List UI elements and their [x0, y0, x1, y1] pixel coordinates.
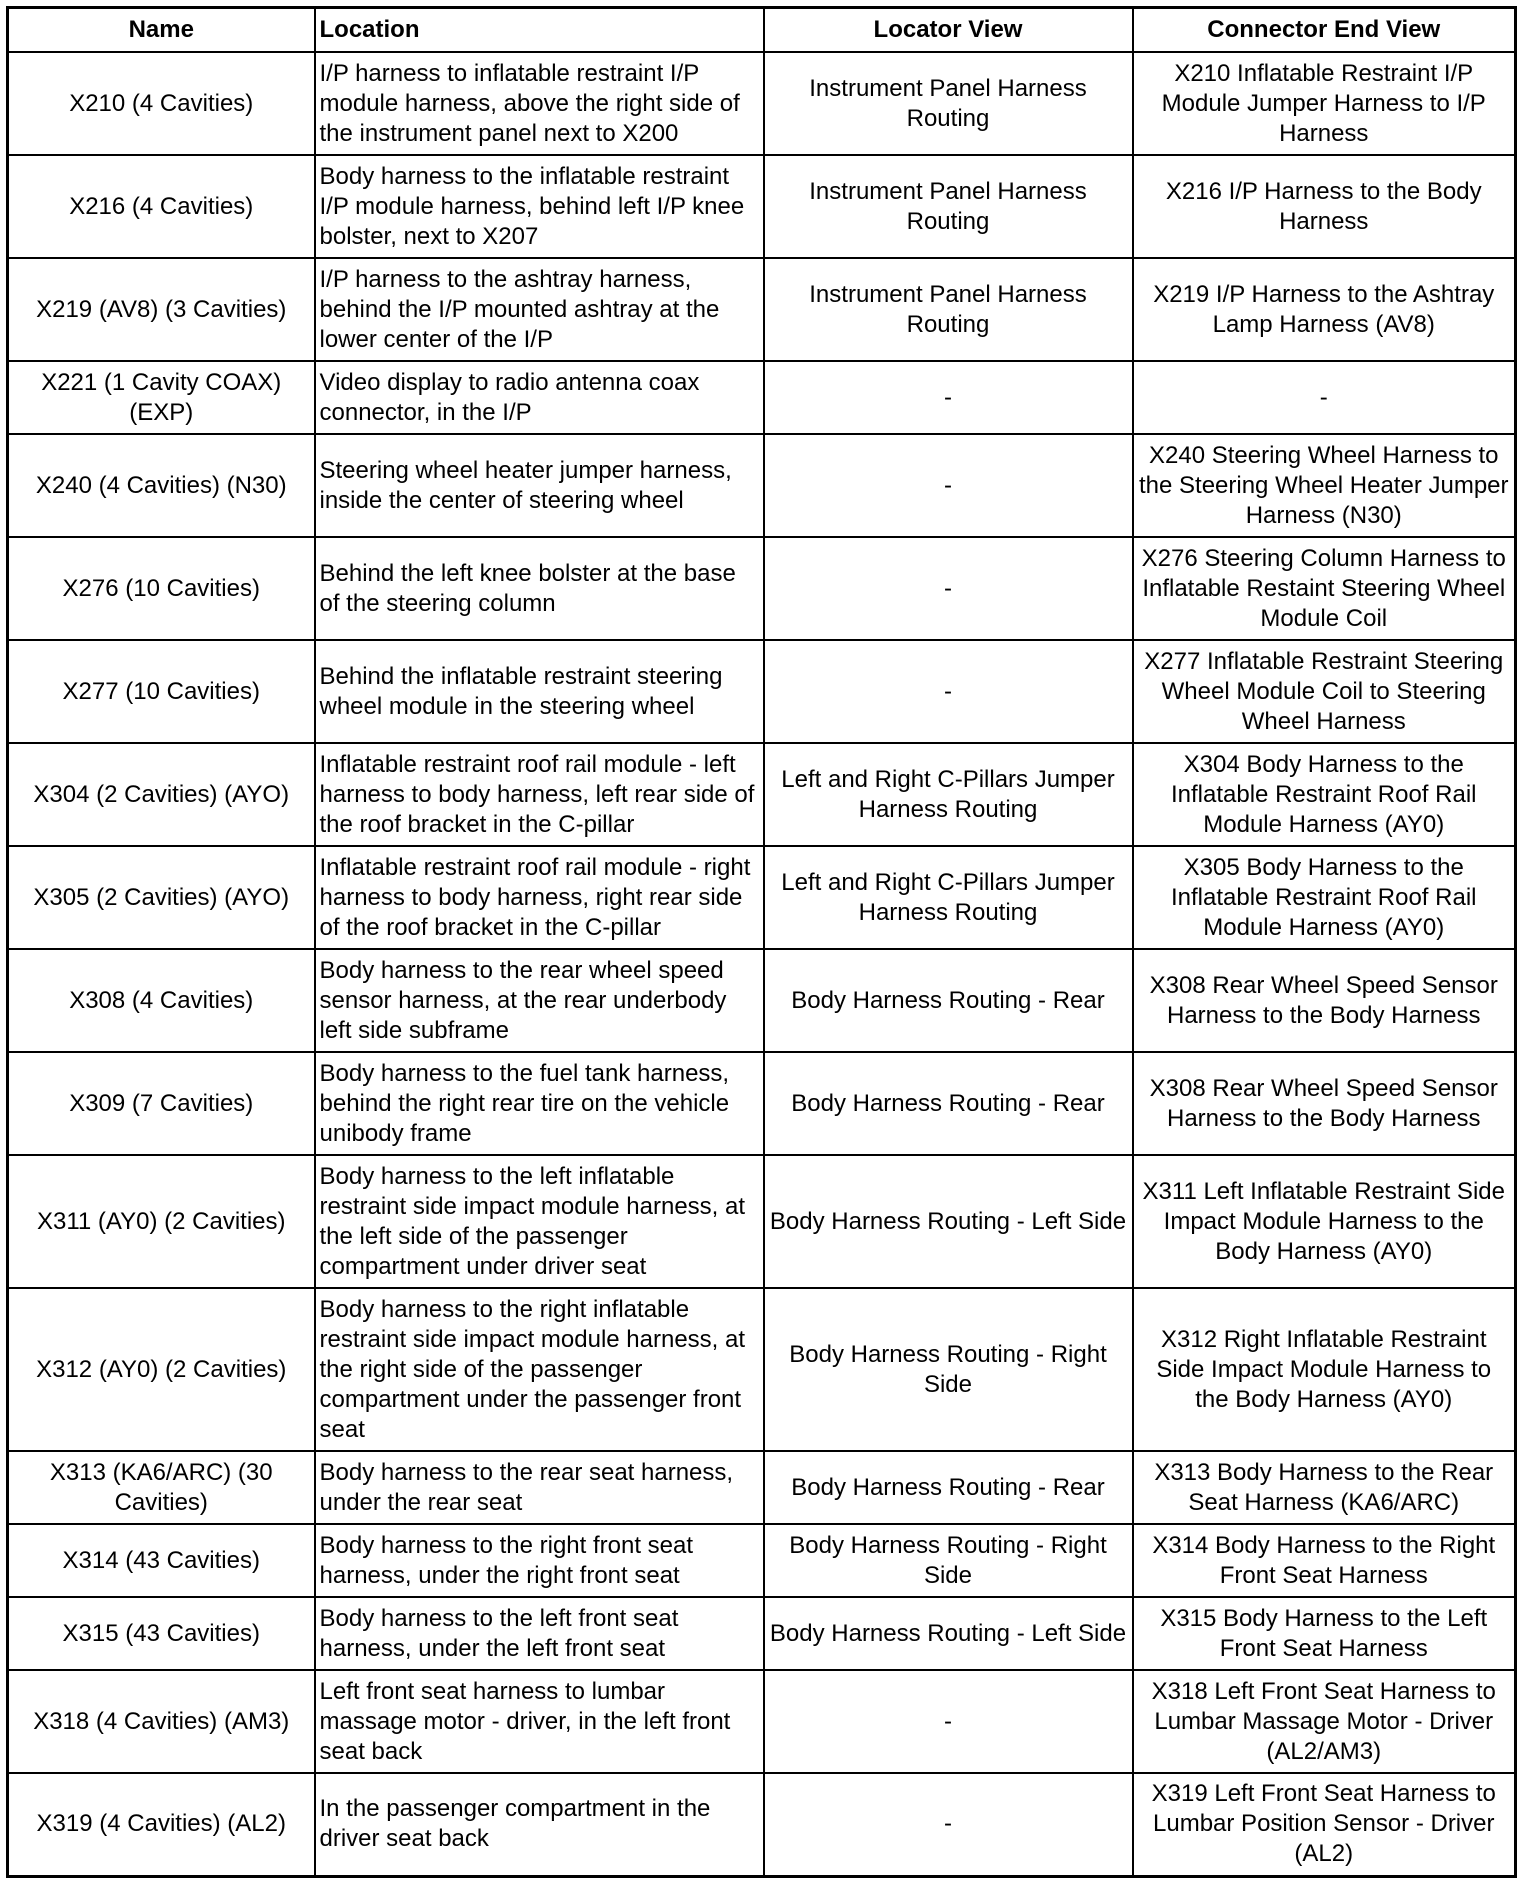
cell-location: Body harness to the right inflatable restraint side impact module harness, at the right side of the passenger compartment under the passenger front seat: [315, 1288, 764, 1451]
cell-name: X216 (4 Cavities): [8, 155, 315, 258]
cell-name: X314 (43 Cavities): [8, 1524, 315, 1597]
table-row: [8, 1597, 1516, 1670]
cell-name: X219 (AV8) (3 Cavities): [8, 258, 315, 361]
cell-name: X304 (2 Cavities) (AYO): [8, 743, 315, 846]
table-row: [8, 1670, 1516, 1773]
cell-locator-view: Body Harness Routing - Rear: [764, 949, 1133, 1052]
cell-name: X210 (4 Cavities): [8, 52, 315, 155]
cell-location: Body harness to the left inflatable restraint side impact module harness, at the left side of the passenger compartment under driver seat: [315, 1155, 764, 1288]
cell-location: Body harness to the left front seat harness, under the left front seat: [315, 1597, 764, 1670]
cell-locator-view: -: [764, 640, 1133, 743]
cell-connector-end-view: X315 Body Harness to the Left Front Seat Harness: [1133, 1597, 1516, 1670]
cell-location: Behind the left knee bolster at the base of the steering column: [315, 537, 764, 640]
cell-locator-view: -: [764, 361, 1133, 434]
cell-location: In the passenger compartment in the driver seat back: [315, 1773, 764, 1876]
cell-connector-end-view: X305 Body Harness to the Inflatable Restraint Roof Rail Module Harness (AY0): [1133, 846, 1516, 949]
connector-table: [6, 6, 1517, 1878]
cell-locator-view: -: [764, 537, 1133, 640]
cell-locator-view: Body Harness Routing - Left Side: [764, 1597, 1133, 1670]
cell-name: X309 (7 Cavities): [8, 1052, 315, 1155]
cell-location: Body harness to the fuel tank harness, behind the right rear tire on the vehicle unibody frame: [315, 1052, 764, 1155]
table-row: [8, 1052, 1516, 1155]
cell-locator-view: Body Harness Routing - Left Side: [764, 1155, 1133, 1288]
cell-location: Video display to radio antenna coax connector, in the I/P: [315, 361, 764, 434]
cell-connector-end-view: X240 Steering Wheel Harness to the Steering Wheel Heater Jumper Harness (N30): [1133, 434, 1516, 537]
table-row: [8, 258, 1516, 361]
table-row: [8, 155, 1516, 258]
cell-location: Body harness to the inflatable restraint I/P module harness, behind left I/P knee bolster, next to X207: [315, 155, 764, 258]
header-connector-end-view: Connector End View: [1133, 8, 1516, 53]
cell-name: X313 (KA6/ARC) (30 Cavities): [8, 1451, 315, 1524]
cell-location: Inflatable restraint roof rail module - left harness to body harness, left rear side of the roof bracket in the C-pillar: [315, 743, 764, 846]
cell-connector-end-view: X219 I/P Harness to the Ashtray Lamp Harness (AV8): [1133, 258, 1516, 361]
table-row: [8, 640, 1516, 743]
table-row: [8, 743, 1516, 846]
cell-locator-view: Left and Right C-Pillars Jumper Harness Routing: [764, 846, 1133, 949]
cell-name: X276 (10 Cavities): [8, 537, 315, 640]
header-name: Name: [8, 8, 315, 53]
cell-location: Body harness to the rear seat harness, under the rear seat: [315, 1451, 764, 1524]
cell-locator-view: Body Harness Routing - Rear: [764, 1052, 1133, 1155]
cell-locator-view: -: [764, 1670, 1133, 1773]
cell-locator-view: Body Harness Routing - Right Side: [764, 1524, 1133, 1597]
cell-name: X318 (4 Cavities) (AM3): [8, 1670, 315, 1773]
cell-name: X308 (4 Cavities): [8, 949, 315, 1052]
cell-locator-view: -: [764, 434, 1133, 537]
cell-connector-end-view: X304 Body Harness to the Inflatable Restraint Roof Rail Module Harness (AY0): [1133, 743, 1516, 846]
cell-connector-end-view: X312 Right Inflatable Restraint Side Impact Module Harness to the Body Harness (AY0): [1133, 1288, 1516, 1451]
cell-locator-view: Instrument Panel Harness Routing: [764, 155, 1133, 258]
table-row: [8, 361, 1516, 434]
cell-name: X311 (AY0) (2 Cavities): [8, 1155, 315, 1288]
cell-connector-end-view: X314 Body Harness to the Right Front Seat Harness: [1133, 1524, 1516, 1597]
cell-location: I/P harness to the ashtray harness, behind the I/P mounted ashtray at the lower center of the I/P: [315, 258, 764, 361]
cell-locator-view: Instrument Panel Harness Routing: [764, 258, 1133, 361]
table-row: [8, 1451, 1516, 1524]
table-row: [8, 537, 1516, 640]
cell-locator-view: Left and Right C-Pillars Jumper Harness Routing: [764, 743, 1133, 846]
cell-connector-end-view: -: [1133, 361, 1516, 434]
cell-name: X305 (2 Cavities) (AYO): [8, 846, 315, 949]
table-row: [8, 1524, 1516, 1597]
table-row: [8, 1155, 1516, 1288]
table-row: [8, 1288, 1516, 1451]
cell-location: Inflatable restraint roof rail module - right harness to body harness, right rear side of the roof bracket in the C-pillar: [315, 846, 764, 949]
table-row: [8, 434, 1516, 537]
table-row: [8, 949, 1516, 1052]
cell-locator-view: -: [764, 1773, 1133, 1876]
cell-connector-end-view: X318 Left Front Seat Harness to Lumbar Massage Motor - Driver (AL2/AM3): [1133, 1670, 1516, 1773]
cell-connector-end-view: X311 Left Inflatable Restraint Side Impact Module Harness to the Body Harness (AY0): [1133, 1155, 1516, 1288]
cell-location: I/P harness to inflatable restraint I/P module harness, above the right side of the instrument panel next to X200: [315, 52, 764, 155]
cell-location: Body harness to the rear wheel speed sensor harness, at the rear underbody left side subframe: [315, 949, 764, 1052]
header-locator-view: Locator View: [764, 8, 1133, 53]
table-row: [8, 846, 1516, 949]
cell-connector-end-view: X277 Inflatable Restraint Steering Wheel Module Coil to Steering Wheel Harness: [1133, 640, 1516, 743]
cell-name: X240 (4 Cavities) (N30): [8, 434, 315, 537]
cell-connector-end-view: X319 Left Front Seat Harness to Lumbar Position Sensor - Driver (AL2): [1133, 1773, 1516, 1876]
cell-name: X221 (1 Cavity COAX) (EXP): [8, 361, 315, 434]
cell-location: Body harness to the right front seat harness, under the right front seat: [315, 1524, 764, 1597]
table-row: [8, 52, 1516, 155]
cell-name: X277 (10 Cavities): [8, 640, 315, 743]
cell-connector-end-view: X308 Rear Wheel Speed Sensor Harness to the Body Harness: [1133, 949, 1516, 1052]
cell-location: Steering wheel heater jumper harness, inside the center of steering wheel: [315, 434, 764, 537]
cell-name: X319 (4 Cavities) (AL2): [8, 1773, 315, 1876]
cell-connector-end-view: X216 I/P Harness to the Body Harness: [1133, 155, 1516, 258]
cell-connector-end-view: X276 Steering Column Harness to Inflatable Restaint Steering Wheel Module Coil: [1133, 537, 1516, 640]
cell-name: X312 (AY0) (2 Cavities): [8, 1288, 315, 1451]
table-row: [8, 1773, 1516, 1876]
header-location: Location: [315, 8, 764, 53]
cell-connector-end-view: X210 Inflatable Restraint I/P Module Jumper Harness to I/P Harness: [1133, 52, 1516, 155]
cell-connector-end-view: X308 Rear Wheel Speed Sensor Harness to the Body Harness: [1133, 1052, 1516, 1155]
cell-name: X315 (43 Cavities): [8, 1597, 315, 1670]
cell-location: Behind the inflatable restraint steering wheel module in the steering wheel: [315, 640, 764, 743]
cell-location: Left front seat harness to lumbar massage motor - driver, in the left front seat back: [315, 1670, 764, 1773]
cell-locator-view: Instrument Panel Harness Routing: [764, 52, 1133, 155]
cell-connector-end-view: X313 Body Harness to the Rear Seat Harness (KA6/ARC): [1133, 1451, 1516, 1524]
cell-locator-view: Body Harness Routing - Right Side: [764, 1288, 1133, 1451]
cell-locator-view: Body Harness Routing - Rear: [764, 1451, 1133, 1524]
header-row: [8, 8, 1516, 53]
